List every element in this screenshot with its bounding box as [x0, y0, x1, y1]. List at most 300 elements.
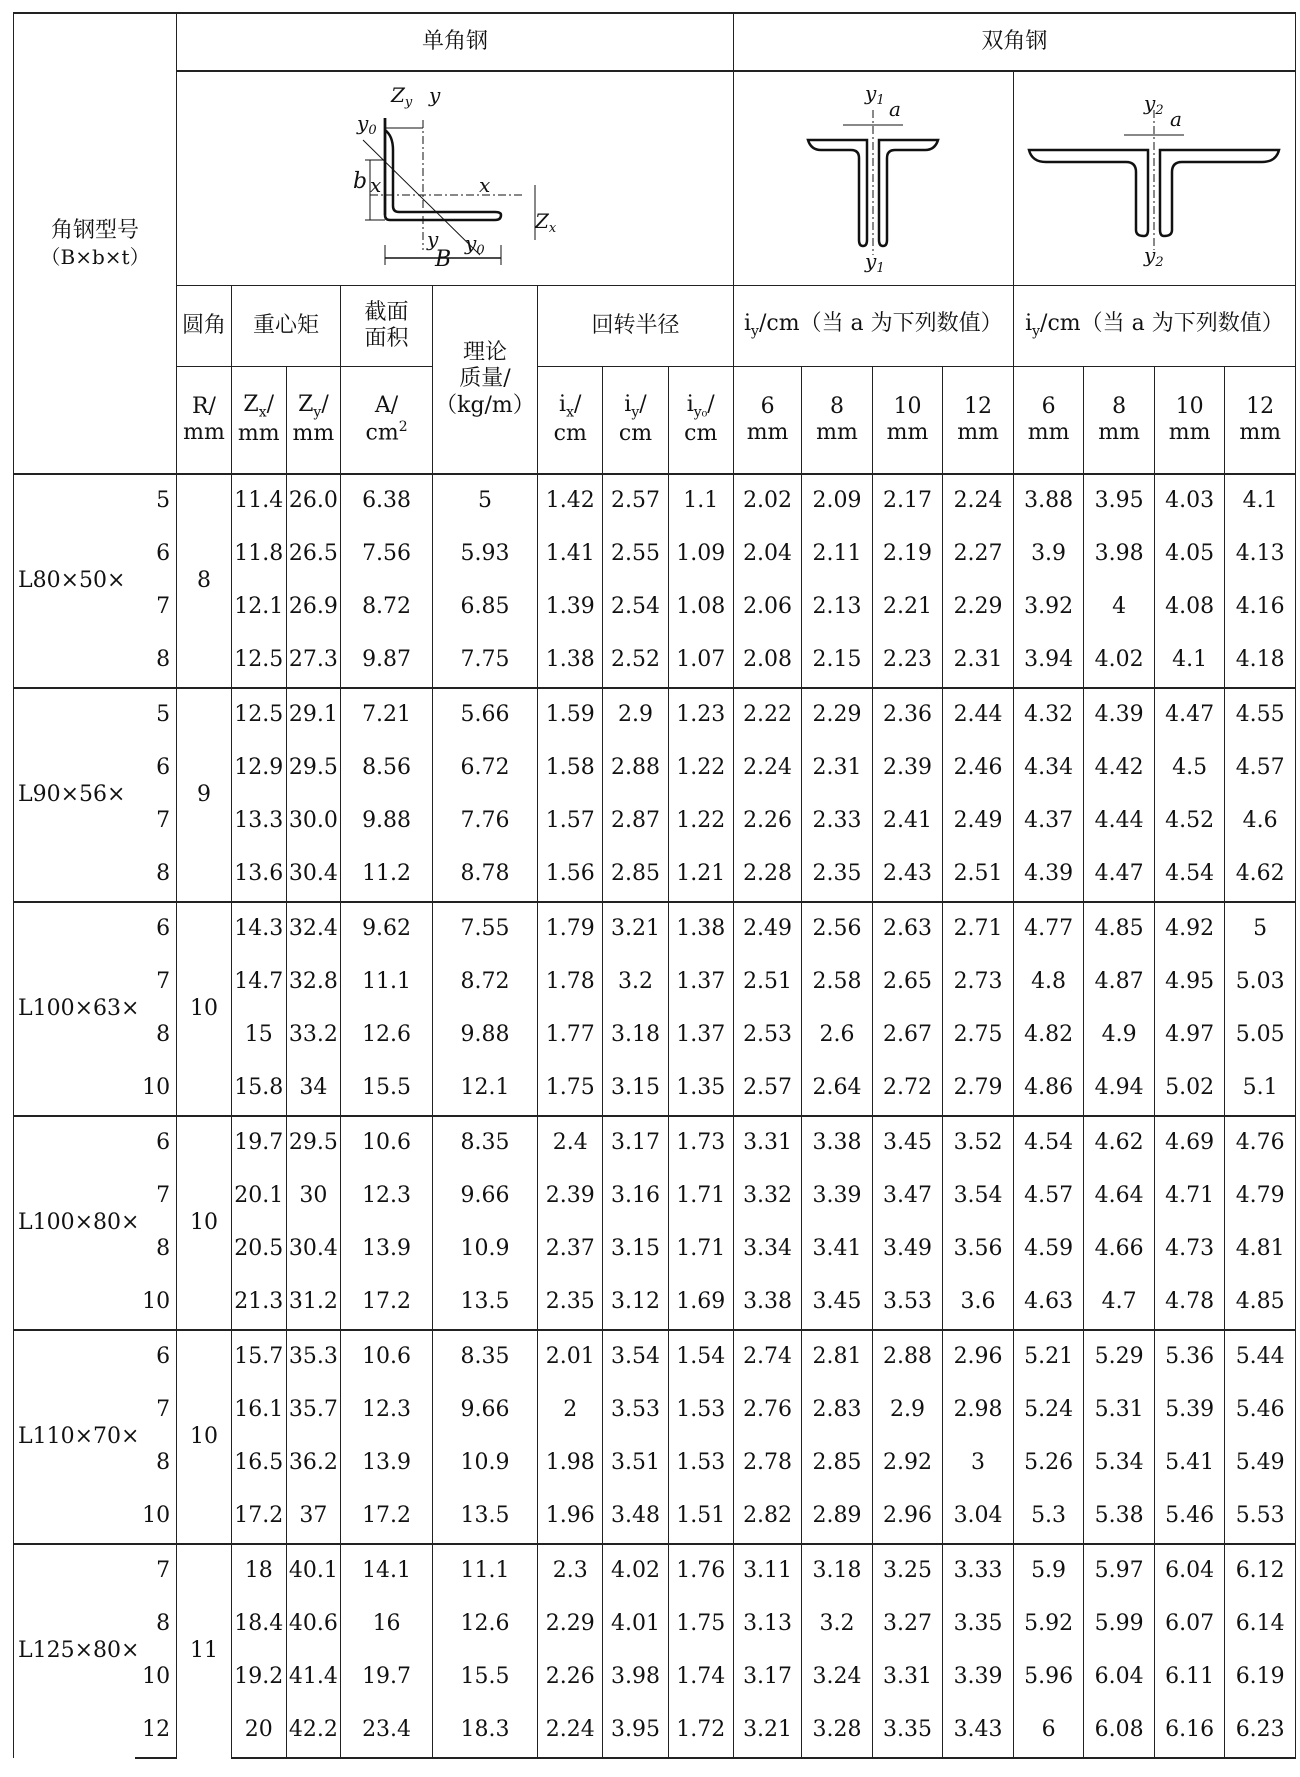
iy-double-a-cell: 6.07 [1154, 1598, 1225, 1651]
iy-cell: 4.01 [603, 1598, 668, 1651]
zy-cell: 30 [286, 1170, 341, 1223]
mass-cell: 5.66 [432, 688, 537, 742]
iy-double-a-cell: 4.64 [1084, 1170, 1155, 1223]
iy-double-a-cell: 4.82 [1013, 1009, 1084, 1062]
svg-text:a: a [1170, 106, 1183, 131]
iy-double-a-cell: 4.44 [1084, 795, 1155, 848]
mass-cell: 12.6 [432, 1598, 537, 1651]
iy0-symbol: i [686, 392, 694, 418]
radius-header: 圆角 [177, 286, 232, 367]
iy-double-a-cell: 6.14 [1225, 1598, 1296, 1651]
area-cell: 17.2 [341, 1490, 433, 1544]
iy-single-a-cell: 2.23 [872, 634, 943, 688]
iy-double-a-cell: 4.71 [1154, 1170, 1225, 1223]
iy-single-a-cell: 2.51 [733, 956, 801, 1009]
radius-cell: 8 [177, 474, 232, 688]
iy-single-a-cell: 3.56 [943, 1223, 1014, 1276]
ix-cell: 1.38 [538, 634, 603, 688]
iy-single-a-cell: 2.35 [802, 848, 873, 902]
a-value-unit: mm [816, 420, 858, 445]
ix-cell: 2.01 [538, 1330, 603, 1384]
iy-single-a-cell: 2.08 [733, 634, 801, 688]
iy-double-a-cell: 5 [1225, 902, 1296, 956]
zx-unit-line1 [232, 392, 286, 421]
svg-text:y0: $y_0$ [464, 230, 485, 258]
mass-cell: 13.5 [432, 1276, 537, 1330]
thickness-cell: 6 [135, 1116, 177, 1170]
radius-cell: 11 [177, 1544, 232, 1758]
mass-header-line2: 质量/ [459, 366, 511, 392]
iy-single-a-cell: 2.67 [872, 1009, 943, 1062]
zx-cell: 16.1 [231, 1384, 286, 1437]
zx-cell: 17.2 [231, 1490, 286, 1544]
area-cell: 13.9 [341, 1437, 433, 1490]
iy-single-a-cell: 3.54 [943, 1170, 1014, 1223]
iy-single-a-cell: 2.74 [733, 1330, 801, 1384]
iy-cell: 3.53 [603, 1384, 668, 1437]
a-value-header [1154, 367, 1225, 475]
iy0-cell: 1.22 [668, 742, 733, 795]
iy-cell: 2.52 [603, 634, 668, 688]
iy-single-a-cell: 2.79 [943, 1062, 1014, 1116]
zy-cell: 26.5 [286, 528, 341, 581]
iy-double-a-cell: 6.16 [1154, 1704, 1225, 1758]
zx-unit-header [231, 367, 286, 475]
r-unit-header [177, 367, 232, 475]
iy-double-a-cell: 3.94 [1013, 634, 1084, 688]
double-angle-diagram-2-cell [1013, 71, 1295, 286]
radius-cell: 9 [177, 688, 232, 902]
iy-double-a-cell: 3.95 [1084, 474, 1155, 528]
zy-cell: 27.3 [286, 634, 341, 688]
mass-cell: 10.9 [432, 1223, 537, 1276]
mass-cell: 8.78 [432, 848, 537, 902]
area-header-line2: 面积 [364, 326, 409, 351]
ix-cell: 1.96 [538, 1490, 603, 1544]
thickness-cell: 6 [135, 742, 177, 795]
iy-single-header-i: i [744, 311, 752, 337]
iy0-subscript: y₀ [693, 404, 708, 421]
zy-cell: 26.9 [286, 581, 341, 634]
iy-double-a-cell: 4.02 [1084, 634, 1155, 688]
iy-double-a-cell: 4.66 [1084, 1223, 1155, 1276]
iy-single-a-cell: 3.32 [733, 1170, 801, 1223]
ix-cell: 2.26 [538, 1651, 603, 1704]
ix-cell: 1.75 [538, 1062, 603, 1116]
ix-cell: 1.78 [538, 956, 603, 1009]
iy-double-a-cell: 5.36 [1154, 1330, 1225, 1384]
iy-single-a-cell: 3.39 [943, 1651, 1014, 1704]
iy-cell: 3.54 [603, 1330, 668, 1384]
iy-single-a-cell: 2.29 [943, 581, 1014, 634]
ix-cell: 2.39 [538, 1170, 603, 1223]
a-value-header [943, 367, 1014, 475]
iy-double-a-cell: 4.69 [1154, 1116, 1225, 1170]
thickness-cell: 10 [135, 1062, 177, 1116]
iy-single-a-cell: 3 [943, 1437, 1014, 1490]
iy0-cell: 1.22 [668, 795, 733, 848]
iy-cell: 3.95 [603, 1704, 668, 1758]
iy-double-header-sub: y [1032, 323, 1041, 340]
ix-unit-header [538, 367, 603, 475]
iy-single-a-cell: 3.35 [872, 1704, 943, 1758]
zx-cell: 14.3 [231, 902, 286, 956]
iy0-cell: 1.37 [668, 956, 733, 1009]
iy-unit-header [603, 367, 668, 475]
iy-cell: 3.21 [603, 902, 668, 956]
area-cell: 12.3 [341, 1384, 433, 1437]
iy-cell: 3.51 [603, 1437, 668, 1490]
ix-subscript: x [566, 404, 574, 421]
mass-cell: 11.1 [432, 1544, 537, 1598]
iy-double-a-cell: 4.92 [1154, 902, 1225, 956]
iy-cell: 3.2 [603, 956, 668, 1009]
iy-double-a-cell: 4.8 [1013, 956, 1084, 1009]
iy-double-a-cell: 4.57 [1225, 742, 1296, 795]
iy-single-a-cell: 3.43 [943, 1704, 1014, 1758]
r-unit-line2: mm [183, 420, 225, 445]
iy-double-a-cell: 4.86 [1013, 1062, 1084, 1116]
iy-single-a-cell: 2.81 [802, 1330, 873, 1384]
iy-single-a-cell: 3.11 [733, 1544, 801, 1598]
iy-single-a-cell: 3.6 [943, 1276, 1014, 1330]
thickness-cell: 6 [135, 902, 177, 956]
a-value: 6 [1041, 393, 1056, 419]
iy0-cell: 1.08 [668, 581, 733, 634]
iy-cell: 3.98 [603, 1651, 668, 1704]
thickness-cell: 10 [135, 1276, 177, 1330]
angle-model-name: L90×56× [14, 688, 135, 902]
zx-cell: 12.5 [231, 688, 286, 742]
iy-double-a-cell: 4.05 [1154, 528, 1225, 581]
iy-double-a-cell: 5.21 [1013, 1330, 1084, 1384]
iy-single-a-cell: 2.33 [802, 795, 873, 848]
svg-text:y2: $y_2$ [1144, 242, 1164, 270]
area-cell: 9.88 [341, 795, 433, 848]
zx-cell: 20.1 [231, 1170, 286, 1223]
iy-double-a-cell: 4.39 [1013, 848, 1084, 902]
table-row [14, 902, 1296, 956]
zx-cell: 15 [231, 1009, 286, 1062]
iy-double-a-cell: 4.95 [1154, 956, 1225, 1009]
svg-text:x: x [478, 172, 491, 197]
iy-double-a-cell: 3.92 [1013, 581, 1084, 634]
iy-single-a-cell: 2.64 [802, 1062, 873, 1116]
iy-single-a-cell: 2.98 [943, 1384, 1014, 1437]
single-angle-diagram-cell [177, 71, 734, 286]
iy-double-a-cell: 5.38 [1084, 1490, 1155, 1544]
iy0-cell: 1.69 [668, 1276, 733, 1330]
iy-double-a-cell: 5.44 [1225, 1330, 1296, 1384]
iy-single-a-cell: 3.39 [802, 1170, 873, 1223]
thickness-cell: 8 [135, 1223, 177, 1276]
iy-double-a-cell: 4.37 [1013, 795, 1084, 848]
iy-double-header [1013, 286, 1295, 367]
a-value-unit: mm [1168, 420, 1211, 445]
iy-cell: 3.15 [603, 1223, 668, 1276]
mass-header-line1: 理论 [462, 339, 507, 365]
iy-cell: 3.15 [603, 1062, 668, 1116]
angle-model-name: L125×80× [14, 1544, 135, 1758]
thickness-cell: 10 [135, 1651, 177, 1704]
iy0-cell: 1.53 [668, 1384, 733, 1437]
iy-single-a-cell: 2.6 [802, 1009, 873, 1062]
iy-single-a-cell: 2.72 [872, 1062, 943, 1116]
area-cell: 16 [341, 1598, 433, 1651]
iy-single-a-cell: 2.96 [872, 1490, 943, 1544]
ix-cell: 2.3 [538, 1544, 603, 1598]
iy-single-a-cell: 3.17 [733, 1651, 801, 1704]
zy-cell: 41.4 [286, 1651, 341, 1704]
iy-single-a-cell: 3.41 [802, 1223, 873, 1276]
thickness-cell: 5 [135, 688, 177, 742]
centroid-header: 重心矩 [231, 286, 340, 367]
iy0-cell: 1.09 [668, 528, 733, 581]
iy-single-header [733, 286, 1013, 367]
table-row [14, 1330, 1296, 1384]
a-value-header [802, 367, 873, 475]
iy0-cell: 1.1 [668, 474, 733, 528]
thickness-cell: 10 [135, 1490, 177, 1544]
iy-double-a-cell: 4.78 [1154, 1276, 1225, 1330]
iy-cell: 2.54 [603, 581, 668, 634]
svg-text:Zx: $Z_x$ [534, 208, 557, 236]
a-value: 6 [760, 393, 775, 419]
model-header-label: 角钢型号 [51, 218, 140, 244]
ix-cell: 1.59 [538, 688, 603, 742]
iy-single-a-cell: 2.26 [733, 795, 801, 848]
iy-single-a-cell: 2.36 [872, 688, 943, 742]
iy-single-a-cell: 2.27 [943, 528, 1014, 581]
iy-cell: 3.16 [603, 1170, 668, 1223]
angle-model-name: L80×50× [14, 474, 135, 688]
thickness-cell: 6 [135, 528, 177, 581]
single-angle-header: 单角钢 [177, 13, 734, 71]
mass-header [432, 286, 537, 475]
a-value-unit: mm [1027, 420, 1070, 445]
svg-text:x: x [369, 172, 382, 197]
area-cell: 14.1 [341, 1544, 433, 1598]
thickness-cell: 6 [135, 1330, 177, 1384]
mass-cell: 12.1 [432, 1062, 537, 1116]
table-row [14, 688, 1296, 742]
double-angle-diagram-2 [1024, 80, 1284, 270]
svg-text:y1: $y_1$ [865, 248, 885, 276]
iy-slash: / [639, 392, 647, 418]
ix-cell: 1.56 [538, 848, 603, 902]
iy-double-a-cell: 6.04 [1154, 1544, 1225, 1598]
iy-double-a-cell: 4.42 [1084, 742, 1155, 795]
iy-single-a-cell: 3.45 [802, 1276, 873, 1330]
a-value-unit: mm [886, 420, 929, 445]
iy0-cell: 1.37 [668, 1009, 733, 1062]
iy-single-a-cell: 2.65 [872, 956, 943, 1009]
iy-single-a-cell: 2.41 [872, 795, 943, 848]
iy-double-a-cell: 4.32 [1013, 688, 1084, 742]
iy0-unit-line2: cm [684, 421, 718, 447]
iy-double-a-cell: 5.97 [1084, 1544, 1155, 1598]
iy-double-a-cell: 5.99 [1084, 1598, 1155, 1651]
iy-single-a-cell: 2.04 [733, 528, 801, 581]
iy-double-a-cell: 4.57 [1013, 1170, 1084, 1223]
iy-single-a-cell: 3.35 [943, 1598, 1014, 1651]
iy-single-a-cell: 2.43 [872, 848, 943, 902]
iy-single-a-cell: 2.89 [802, 1490, 873, 1544]
iy-single-a-cell: 3.34 [733, 1223, 801, 1276]
svg-text:y0: $y_0$ [356, 110, 377, 138]
iy-double-a-cell: 6 [1013, 1704, 1084, 1758]
a-value-header [733, 367, 801, 475]
a-value: 8 [1112, 393, 1127, 419]
ix-cell: 1.39 [538, 581, 603, 634]
iy-double-a-cell: 6.12 [1225, 1544, 1296, 1598]
iy-single-a-cell: 3.49 [872, 1223, 943, 1276]
iy0-cell: 1.71 [668, 1170, 733, 1223]
a-unit-line2 [341, 419, 432, 447]
iy-cell: 3.17 [603, 1116, 668, 1170]
zx-cell: 20.5 [231, 1223, 286, 1276]
ix-cell: 1.57 [538, 795, 603, 848]
ix-cell: 1.98 [538, 1437, 603, 1490]
zy-cell: 37 [286, 1490, 341, 1544]
iy-single-a-cell: 2.96 [943, 1330, 1014, 1384]
area-cell: 9.62 [341, 902, 433, 956]
iy-single-a-cell: 2.39 [872, 742, 943, 795]
iy-double-a-cell: 6.04 [1084, 1651, 1155, 1704]
zy-cell: 42.2 [286, 1704, 341, 1758]
thickness-cell: 7 [135, 956, 177, 1009]
iy-single-header-sub: y [751, 323, 759, 340]
iy-double-a-cell: 4.62 [1225, 848, 1296, 902]
mass-header-line3: （kg/m） [435, 392, 535, 418]
thickness-cell: 8 [135, 1598, 177, 1651]
iy-double-a-cell: 4.76 [1225, 1116, 1296, 1170]
zy-cell: 30.4 [286, 1223, 341, 1276]
table-row [14, 1116, 1296, 1170]
svg-text:y1: $y_1$ [865, 80, 885, 108]
mass-cell: 5 [432, 474, 537, 528]
zx-cell: 12.5 [231, 634, 286, 688]
a-unit-line1: A/ [374, 392, 399, 418]
iy-cell: 3.18 [603, 1009, 668, 1062]
iy-single-a-cell: 3.38 [733, 1276, 801, 1330]
iy-double-a-cell: 3.9 [1013, 528, 1084, 581]
iy-double-a-cell: 5.49 [1225, 1437, 1296, 1490]
iy-double-a-cell: 4.77 [1013, 902, 1084, 956]
thickness-cell: 7 [135, 1170, 177, 1223]
iy-double-a-cell: 4.97 [1154, 1009, 1225, 1062]
iy-double-a-cell: 4.47 [1084, 848, 1155, 902]
iy-double-a-cell: 4.5 [1154, 742, 1225, 795]
zx-cell: 14.7 [231, 956, 286, 1009]
double-angle-header: 双角钢 [733, 13, 1295, 71]
iy-unit-line2: cm [618, 421, 653, 447]
area-cell: 6.38 [341, 474, 433, 528]
iy-double-a-cell: 4.16 [1225, 581, 1296, 634]
iy0-unit-header [668, 367, 733, 475]
iy-single-a-cell: 2.17 [872, 474, 943, 528]
angle-model-name: L110×70× [14, 1330, 135, 1544]
zy-cell: 32.4 [286, 902, 341, 956]
iy-double-a-cell: 3.88 [1013, 474, 1084, 528]
a-unit-cm: cm [365, 420, 399, 446]
iy-double-a-cell: 4.39 [1084, 688, 1155, 742]
iy-double-a-cell: 4.1 [1225, 474, 1296, 528]
iy-double-a-cell: 5.96 [1013, 1651, 1084, 1704]
zx-unit-line2: mm [237, 421, 280, 447]
ix-cell: 1.41 [538, 528, 603, 581]
iy-cell: 3.48 [603, 1490, 668, 1544]
iy0-cell: 1.75 [668, 1598, 733, 1651]
thickness-cell: 8 [135, 634, 177, 688]
a-value: 12 [1246, 393, 1275, 419]
iy-cell: 2.9 [603, 688, 668, 742]
thickness-cell: 8 [135, 848, 177, 902]
zx-cell: 19.7 [231, 1116, 286, 1170]
iy-single-a-cell: 2.56 [802, 902, 873, 956]
area-cell: 8.72 [341, 581, 433, 634]
iy-symbol: i [624, 392, 632, 418]
iy-double-a-cell: 4.6 [1225, 795, 1296, 848]
iy-single-a-cell: 3.33 [943, 1544, 1014, 1598]
mass-cell: 9.66 [432, 1170, 537, 1223]
iy-double-a-cell: 4.85 [1225, 1276, 1296, 1330]
zy-slash: / [321, 392, 329, 418]
a-value: 12 [964, 393, 993, 419]
zy-cell: 40.6 [286, 1598, 341, 1651]
mass-cell: 8.35 [432, 1116, 537, 1170]
gyration-header: 回转半径 [538, 286, 734, 367]
a-value-header [1013, 367, 1084, 475]
iy-double-a-cell: 5.34 [1084, 1437, 1155, 1490]
iy-single-a-cell: 2.88 [872, 1330, 943, 1384]
a-value-unit: mm [957, 420, 999, 445]
ix-cell: 2 [538, 1384, 603, 1437]
zy-cell: 34 [286, 1062, 341, 1116]
zy-cell: 40.1 [286, 1544, 341, 1598]
area-cell: 15.5 [341, 1062, 433, 1116]
iy-single-a-cell: 3.25 [872, 1544, 943, 1598]
svg-text:b: b [352, 168, 368, 194]
iy-subscript: y [631, 404, 640, 421]
mass-cell: 18.3 [432, 1704, 537, 1758]
zy-cell: 29.1 [286, 688, 341, 742]
area-cell: 12.6 [341, 1009, 433, 1062]
a-value-header [1225, 367, 1296, 475]
zy-cell: 26.0 [286, 474, 341, 528]
mass-cell: 7.55 [432, 902, 537, 956]
iy-single-a-cell: 2.51 [943, 848, 1014, 902]
iy-single-a-cell: 2.06 [733, 581, 801, 634]
iy-single-a-cell: 2.11 [802, 528, 873, 581]
area-cell: 7.56 [341, 528, 433, 581]
area-cell: 12.3 [341, 1170, 433, 1223]
mass-cell: 9.88 [432, 1009, 537, 1062]
iy-single-a-cell: 2.53 [733, 1009, 801, 1062]
angle-model-name: L100×80× [14, 1116, 135, 1330]
iy-double-a-cell: 4.08 [1154, 581, 1225, 634]
ix-symbol: i [559, 392, 567, 418]
iy-double-a-cell: 5.9 [1013, 1544, 1084, 1598]
a-value: 10 [893, 393, 922, 419]
zx-cell: 18.4 [231, 1598, 286, 1651]
iy-double-a-cell: 4.87 [1084, 956, 1155, 1009]
radius-cell: 10 [177, 1330, 232, 1544]
iy-double-a-cell: 4.55 [1225, 688, 1296, 742]
iy0-slash: / [707, 392, 715, 418]
iy-double-a-cell: 5.46 [1154, 1490, 1225, 1544]
iy-double-a-cell: 5.41 [1154, 1437, 1225, 1490]
